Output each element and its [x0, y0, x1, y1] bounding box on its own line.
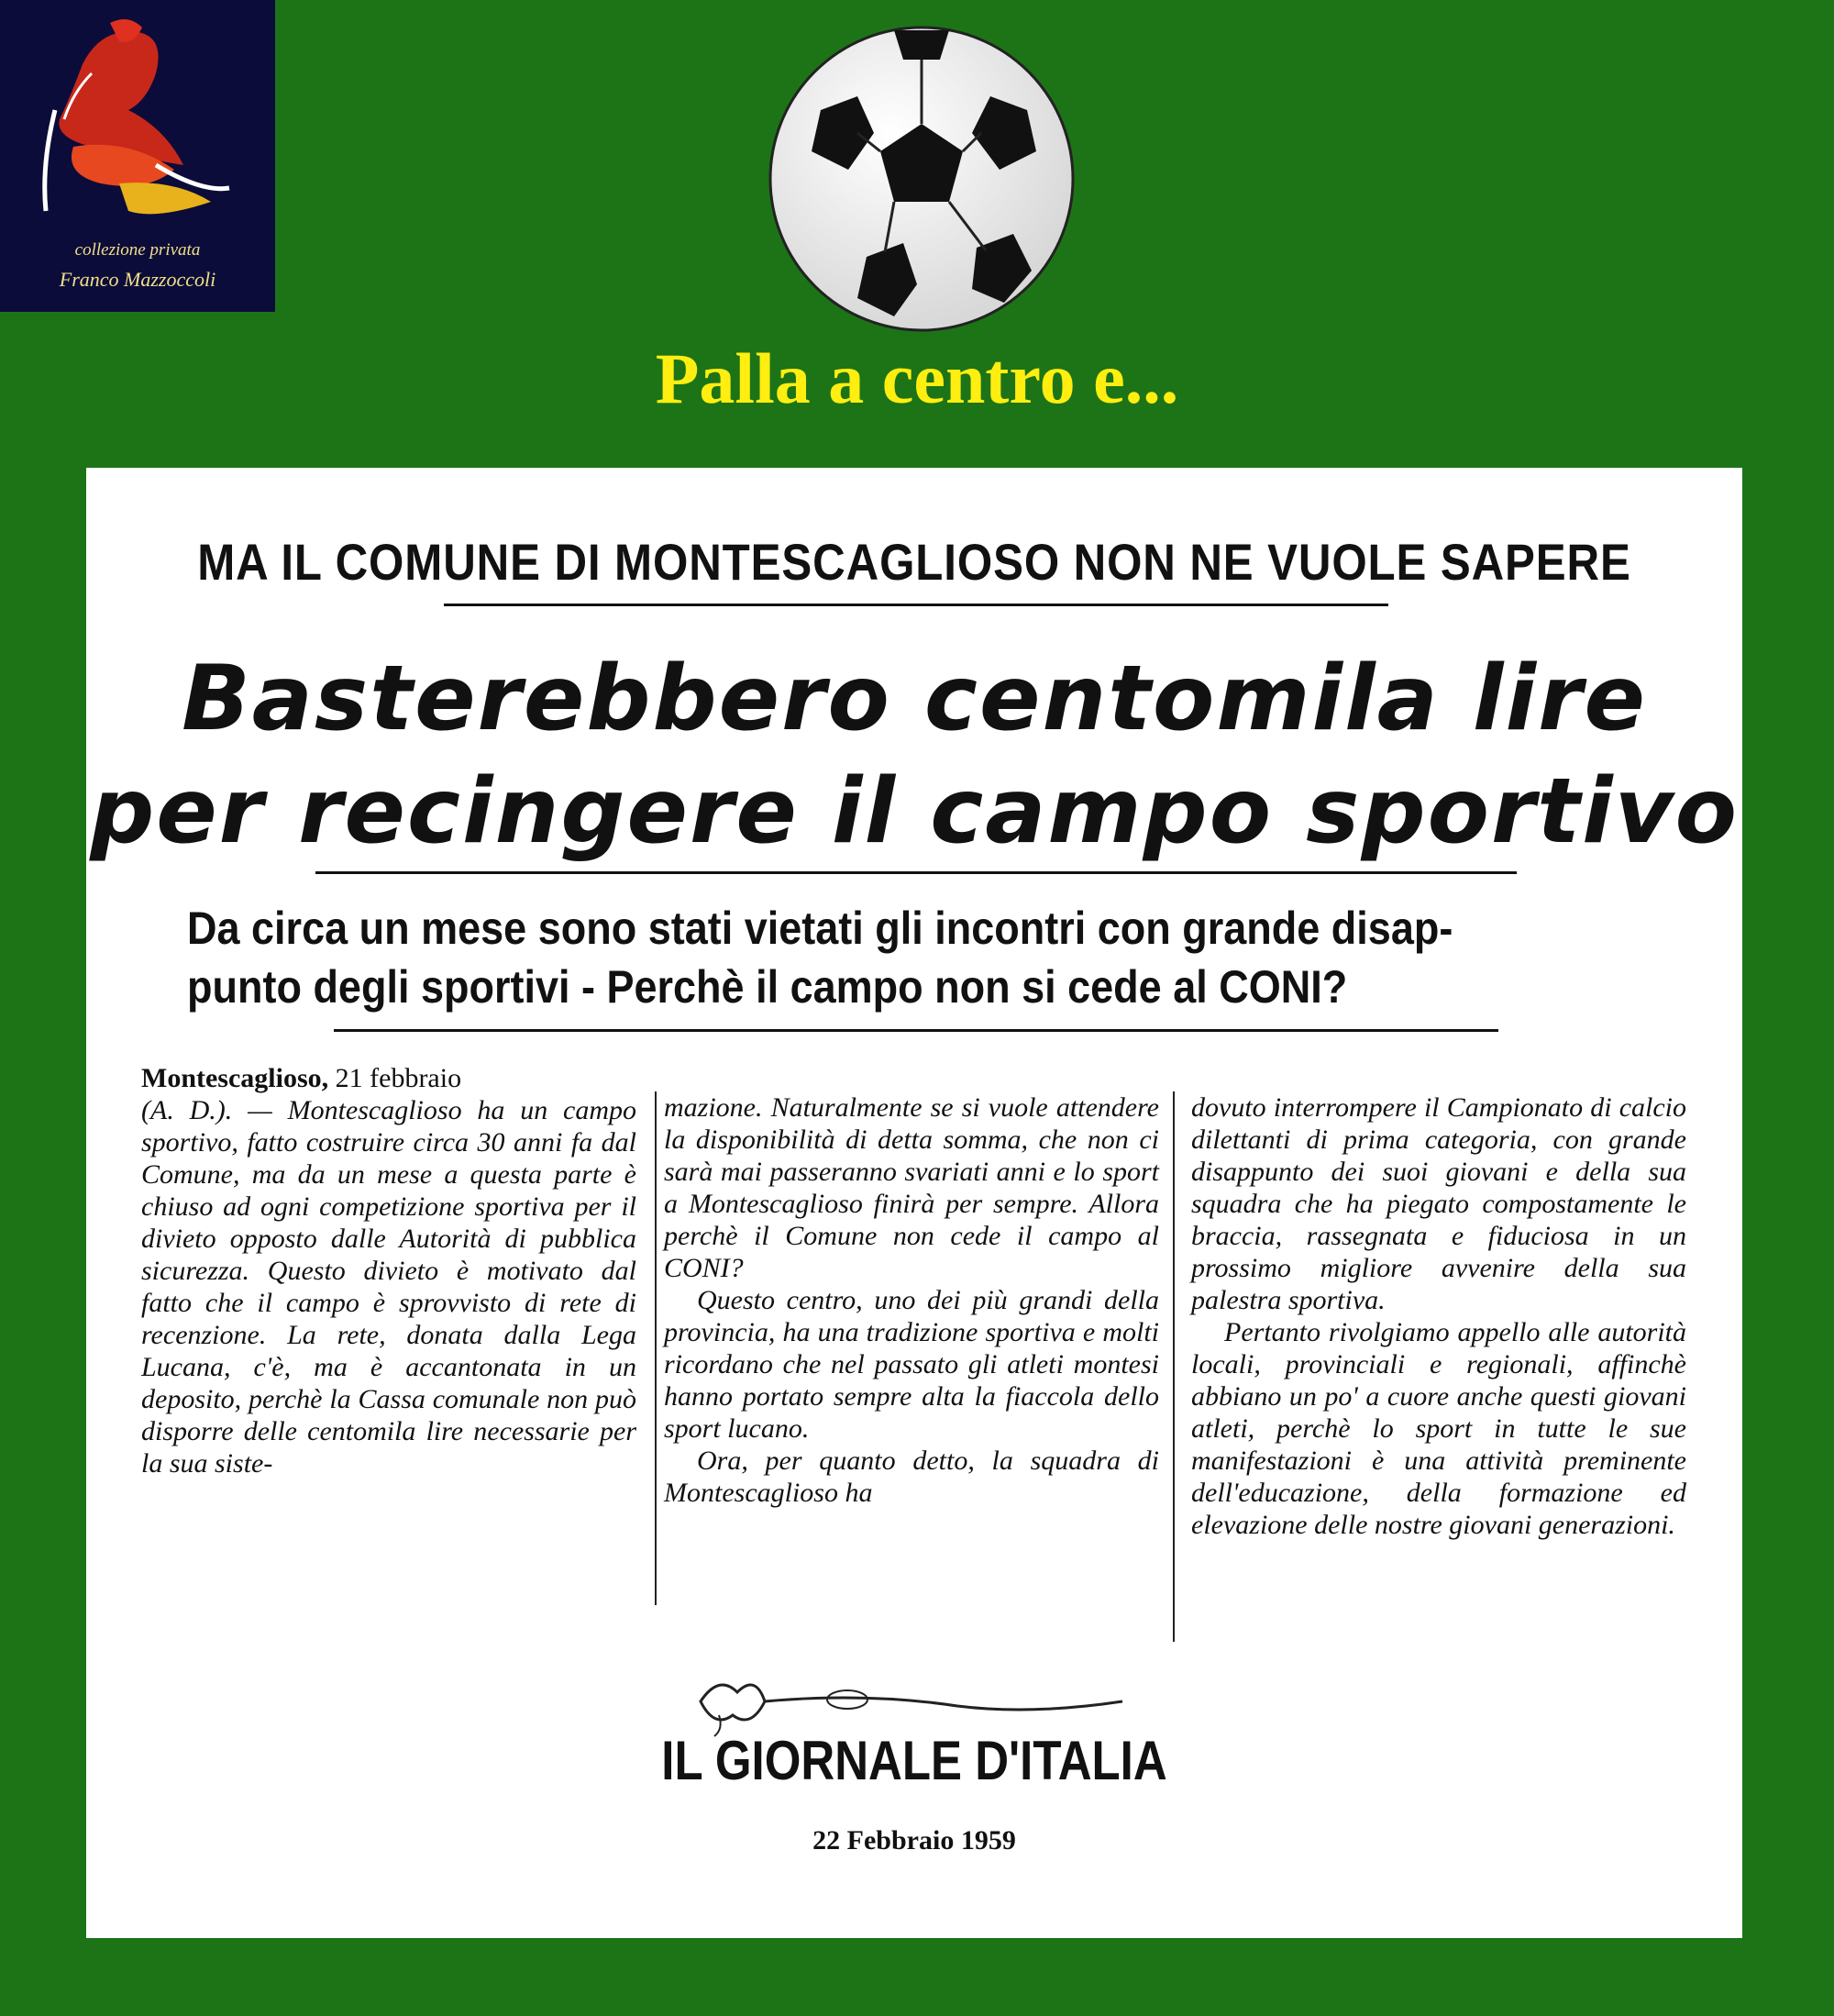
dateline-date: 21 febbraio [335, 1063, 462, 1093]
article-dateline [141, 1062, 636, 1094]
title-rule [315, 871, 1517, 874]
article-kicker: MA IL COMUNE DI MONTESCAGLIOSO NON NE VUOLE SAPERE [197, 533, 1631, 591]
soccer-ball-icon [766, 23, 1077, 335]
article-deck-line2: punto degli sportivi - Perchè il campo non si cede al CONI? [187, 961, 1348, 1013]
article-title-line2: per recingere il campo sportivo [90, 759, 1739, 864]
deck-rule [334, 1029, 1498, 1032]
column-2-paragraph-3: Ora, per quanto detto, la squadra di Montescaglioso ha [664, 1446, 1159, 1508]
column-3-paragraph-2: Pertanto rivolgiamo appello alle autorità locali, provinciali e regionali, affinchè abbiano un po' a cuore anche questi giovani atleti, perchè lo sport in tutte le sue manifestazioni è una attività preminente dell'educazione, della formazione ed elevazione delle nostre giovani generazioni. [1191, 1317, 1686, 1540]
page-title: Palla a centro e... [655, 338, 1179, 418]
flower-ornament-icon [682, 1665, 1150, 1738]
article-column-2 [664, 1091, 1159, 1509]
collection-logo [0, 0, 275, 312]
dateline-place: Montescaglioso, [141, 1063, 329, 1093]
column-1-text: (A. D.). — Montescaglioso ha un campo sportivo, fatto costruire circa 30 anni fa dal Comune, ma da un mese a questa parte è chiuso ad ogni competizione sportiva per il divieto opposto dalle Autorità di pubblica sicurezza. Questo divieto è motivato dal fatto che il campo è sprovvisto di rete di recenzione. La rete, donata dalla Lega Lucana, c'è, ma è accantonata in un deposito, perchè la Cassa comunale non può disporre delle centomila lire necessarie per la sua siste- [141, 1095, 636, 1479]
publication-date: 22 Febbraio 1959 [812, 1825, 1016, 1855]
dancer-logo-icon [18, 9, 257, 238]
kicker-rule [444, 604, 1388, 606]
newspaper-clipping [86, 468, 1742, 1938]
article-title-line1: Basterebbero centomila lire [182, 647, 1647, 751]
column-2-paragraph-2: Questo centro, uno dei più grandi della provincia, ha una tradizione sportiva e molti ricordano che nel passato gli atleti montesi hanno portato sempre alta la fiaccola dello sport lucano. [664, 1285, 1159, 1444]
article-deck-line1: Da circa un mese sono stati vietati gli incontri con grande disap- [187, 903, 1453, 954]
article-column-3 [1191, 1091, 1686, 1541]
column-separator [655, 1091, 657, 1605]
logo-caption-line1: collezione privata [74, 240, 201, 260]
newspaper-masthead: IL GIORNALE D'ITALIA [661, 1730, 1167, 1791]
column-2-paragraph-1: mazione. Naturalmente se si vuole attendere la disponibilità di detta somma, che non ci sarà mai passeranno svariati anni e lo sport a Montescaglioso finirà per sempre. Allora perchè il Comune non cede il campo al CONI? [664, 1092, 1159, 1283]
column-separator [1173, 1091, 1175, 1642]
logo-caption-line2: Franco Mazzoccoli [59, 268, 216, 291]
column-3-paragraph-1: dovuto interrompere il Campionato di calcio dilettanti di prima categoria, con grande disappunto dei suoi giovani e della sua squadra che ha piegato compostamente le braccia, rassegnata e fiduciosa in un prossimo migliore avvenire della sua palestra sportiva. [1191, 1092, 1686, 1315]
article-column-1 [141, 1062, 636, 1479]
